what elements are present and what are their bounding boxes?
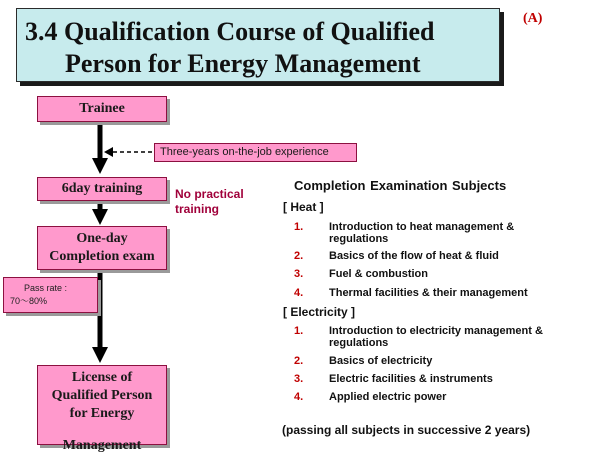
electricity-item-text: [329, 325, 569, 349]
electricity-item-number: 2.: [294, 355, 304, 367]
experience-box: [154, 143, 357, 162]
license-line-4: Management: [62, 438, 142, 453]
title-line-2: Person for Energy Management: [65, 49, 421, 78]
training-box: [37, 177, 167, 201]
license-line-2: Qualified Person: [51, 388, 153, 403]
dashed-arrow-head: [104, 147, 113, 157]
heat-item-text: Thermal facilities & their management: [329, 287, 528, 299]
license-line-1: License of: [71, 370, 133, 385]
experience-label: Three-years on-the-job experience: [160, 146, 329, 158]
electricity-item-text: Applied electric power: [329, 391, 447, 403]
electricity-item-number: 1.: [294, 325, 304, 337]
subjects-heading: Completion Examination Subjects: [294, 178, 507, 193]
heat-item-line-1: Introduction to heat management &: [329, 221, 515, 233]
electricity-section-heading: [ Electricity ]: [283, 305, 356, 319]
electricity-item-text: Electric facilities & instruments: [329, 373, 493, 385]
heat-section-heading: [ Heat ]: [283, 200, 324, 214]
no-practical-line-2: training: [175, 202, 219, 216]
heat-item-number: 4.: [294, 287, 304, 299]
heat-item-text: [329, 221, 569, 245]
heat-item-text: Basics of the flow of heat & fluid: [329, 250, 499, 262]
electricity-item-text: Basics of electricity: [329, 355, 433, 367]
completion-exam-box: [37, 226, 167, 270]
electricity-item-number: 3.: [294, 373, 304, 385]
pass-rate-box: [3, 277, 98, 313]
training-label: 6day training: [61, 181, 143, 196]
pass-rate-line-2: 70〜80%: [10, 296, 48, 306]
electricity-item-line-2: regulations: [329, 337, 389, 349]
pass-rate-line-1: Pass rate :: [24, 283, 68, 293]
heat-item-line-2: regulations: [329, 233, 389, 245]
no-practical-line-1: No practical: [175, 187, 244, 201]
electricity-item-number: 4.: [294, 391, 304, 403]
title-line-1: 3.4 Qualification Course of Qualified: [25, 17, 435, 46]
trainee-label: Trainee: [79, 101, 125, 116]
heat-item-number: 1.: [294, 221, 304, 233]
license-box: [37, 365, 167, 453]
passing-note: (passing all subjects in successive 2 years): [282, 423, 531, 437]
heat-item-number: 3.: [294, 268, 304, 280]
slide-tag: (A): [523, 11, 543, 26]
electricity-item-line-1: Introduction to electricity management &: [329, 325, 543, 337]
license-line-3: for Energy: [69, 406, 135, 421]
no-practical-note: [175, 187, 244, 217]
heat-item-number: 2.: [294, 250, 304, 262]
heat-item-text: Fuel & combustion: [329, 268, 428, 280]
trainee-box: [37, 96, 167, 122]
exam-line-1: One-day: [76, 231, 128, 246]
exam-line-2: Completion exam: [49, 249, 155, 264]
